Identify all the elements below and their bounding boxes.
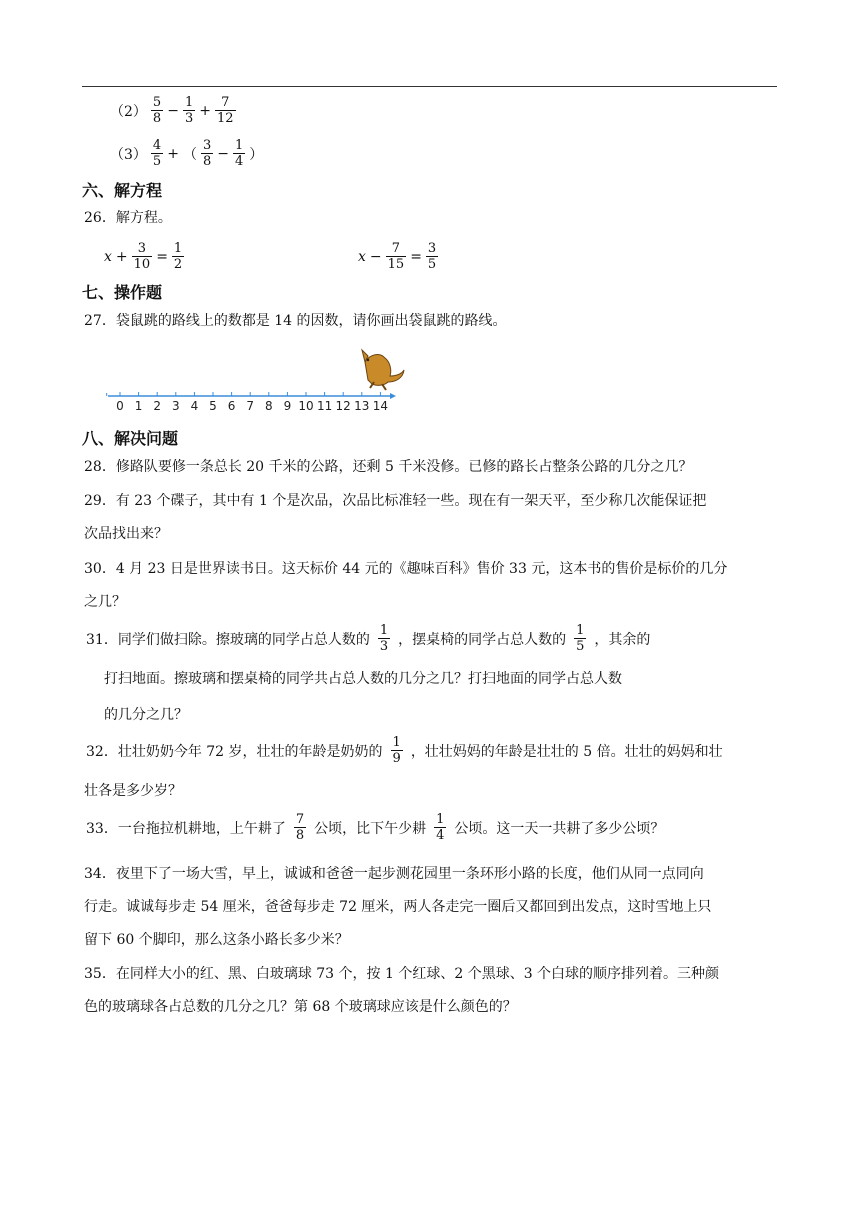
fraction: $\frac{7}{12}$	[216, 95, 234, 126]
number-line	[100, 340, 420, 420]
equation-1: x + $\frac{3}{10}$ = $\frac{1}{2}$	[104, 241, 183, 272]
question-30-line-1: 30．4 月 23 日是世界读书日。这天标价 44 元的《趣味百科》售价 33 元，这本书的售价是标价的几分	[84, 561, 728, 577]
fraction: $\frac{4}{5}$	[152, 138, 162, 169]
tick-label: 1	[134, 399, 143, 413]
tick-label: 6	[227, 399, 236, 413]
tick-label: 14	[372, 399, 389, 413]
question-34-line-1: 34．夜里下了一场大雪，早上，诚诚和爸爸一起步测花园里一条环形小路的长度，他们从同一点同向	[84, 866, 704, 882]
tick-label: 12	[335, 399, 351, 413]
question-29-line-2: 次品找出来？	[84, 526, 168, 542]
tick-label: 3	[171, 399, 180, 413]
fraction: $\frac{1}{4}$	[234, 138, 244, 169]
question-35-line-2: 色的玻璃球各占总数的几分之几？第 68 个玻璃球应该是什么颜色的？	[84, 999, 517, 1015]
question-26: 26．解方程。	[84, 210, 172, 226]
question-31-line-3: 的几分之几？	[104, 707, 188, 723]
tick-label: 0	[116, 399, 124, 413]
question-28: 28．修路队要修一条总长 20 千米的公路，还剩 5 千米没修。已修的路长占整条公路的几分之几？	[84, 459, 693, 475]
question-34-line-2: 行走。诚诚每步走 54 厘米，爸爸每步走 72 厘米，两人各走完一圈后又都回到出发点，这时雪地上只	[84, 899, 712, 915]
question-31-line-1: 31．同学们做扫除。擦玻璃的同学占总人数的 $\frac{1}{3}$ ，摆桌椅的同学占总人数的 $\frac{1}{5}$ ，其余的	[86, 623, 651, 654]
fraction: $\frac{1}{3}$	[184, 95, 194, 126]
tick-label: 8	[264, 399, 273, 413]
question-27: 27．袋鼠跳的路线上的数都是 14 的因数，请你画出袋鼠跳的路线。	[84, 313, 507, 329]
question-29-line-1: 29．有 23 个碟子，其中有 1 个是次品，次品比标准轻一些。现在有一架天平，至少称几次能保证把	[84, 493, 707, 509]
tick-label: 4	[190, 399, 199, 413]
question-32-line-1: 32．壮壮奶奶今年 72 岁，壮壮的年龄是奶奶的 $\frac{1}{9}$ ，壮壮妈妈的年龄是壮壮的 5 倍。壮壮的妈妈和壮	[86, 735, 723, 766]
equation-2: x − $\frac{7}{15}$ = $\frac{3}{5}$	[358, 241, 437, 272]
question-32-line-2: 壮各是多少岁？	[84, 783, 182, 799]
problem-3: （3） $\frac{4}{5}$ + （ $\frac{3}{8}$ − $\frac{1}{4}$ ）	[110, 138, 264, 169]
section-7-title: 七、操作题	[82, 283, 163, 302]
section-8-title: 八、解决问题	[82, 429, 179, 448]
header-rule	[82, 86, 777, 87]
tick-label: 11	[316, 399, 333, 413]
kangaroo-icon	[362, 350, 404, 390]
question-34-line-3: 留下 60 个脚印，那么这条小路长多少米？	[84, 932, 349, 948]
question-30-line-2: 之几？	[84, 594, 126, 610]
fraction: $\frac{5}{8}$	[152, 95, 162, 126]
tick-label: 9	[283, 399, 292, 413]
problem-2: （2） $\frac{5}{8}$ − $\frac{1}{3}$ + $\frac{7}{12}$	[110, 95, 234, 126]
question-31-line-2: 打扫地面。擦玻璃和摆桌椅的同学共占总人数的几分之几？打扫地面的同学占总人数	[104, 671, 622, 687]
tick-label: 13	[354, 399, 370, 413]
section-6-title: 六、解方程	[82, 181, 163, 200]
tick-label: 10	[298, 399, 314, 413]
question-35-line-1: 35．在同样大小的红、黑、白玻璃球 73 个，按 1 个红球、2 个黑球、3 个白球的顺序排列着。三种颜	[84, 966, 720, 982]
fraction: $\frac{3}{8}$	[202, 138, 212, 169]
tick-label: 5	[209, 399, 217, 413]
tick-label: 2	[153, 399, 162, 413]
tick-label: 7	[246, 399, 255, 413]
question-33: 33．一台拖拉机耕地，上午耕了 $\frac{7}{8}$ 公顷，比下午少耕 $\frac{1}{4}$ 公顷。这一天一共耕了多少公顷？	[86, 812, 665, 843]
